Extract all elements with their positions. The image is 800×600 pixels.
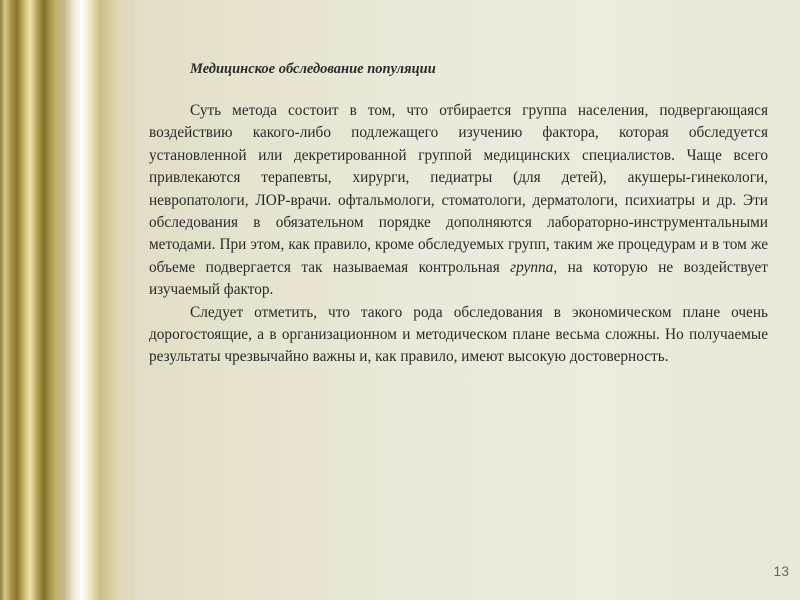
paragraph1-text-end: на которую не воздействует изучаемый фактор. xyxy=(149,258,768,299)
paragraph-method-description xyxy=(149,100,768,302)
page-number: 13 xyxy=(773,563,789,579)
paragraph1-text-start: Суть метода состоит в том, что отбирается группа населения, подвергающаяся воздействию какого-либо подлежащего изучению фактора, которая обследуется установленной или декретированной группой медицинских специалистов. Чаще всего привлекаются терапевты, хирурги, педиатры (для детей), акушеры-гинекологи, невропатологи, ЛОР-врачи. офтальмологи, стоматологи, дерматологи, психиатры и др. Эти обследования в обязательном порядке дополняются лабораторно-инструментальными методами. При этом, как правило, кроме обследуемых групп, таким же процедурам и в том же объеме подвергается так называемая контрольная xyxy=(149,102,768,276)
paragraph1-emphasis: группа, xyxy=(510,258,558,276)
paragraph-conclusion: Следует отметить, что такого рода обследования в экономическом плане очень дорогостоящие, а в организационном и методическом плане весьма сложны. Но получаемые результаты чрезвычайно важны и, как правило, имеют высокую достоверность. xyxy=(149,303,768,366)
slide-content xyxy=(149,58,768,369)
slide-title: Медицинское обследование популяции xyxy=(190,61,436,77)
decorative-gold-band xyxy=(0,0,135,600)
